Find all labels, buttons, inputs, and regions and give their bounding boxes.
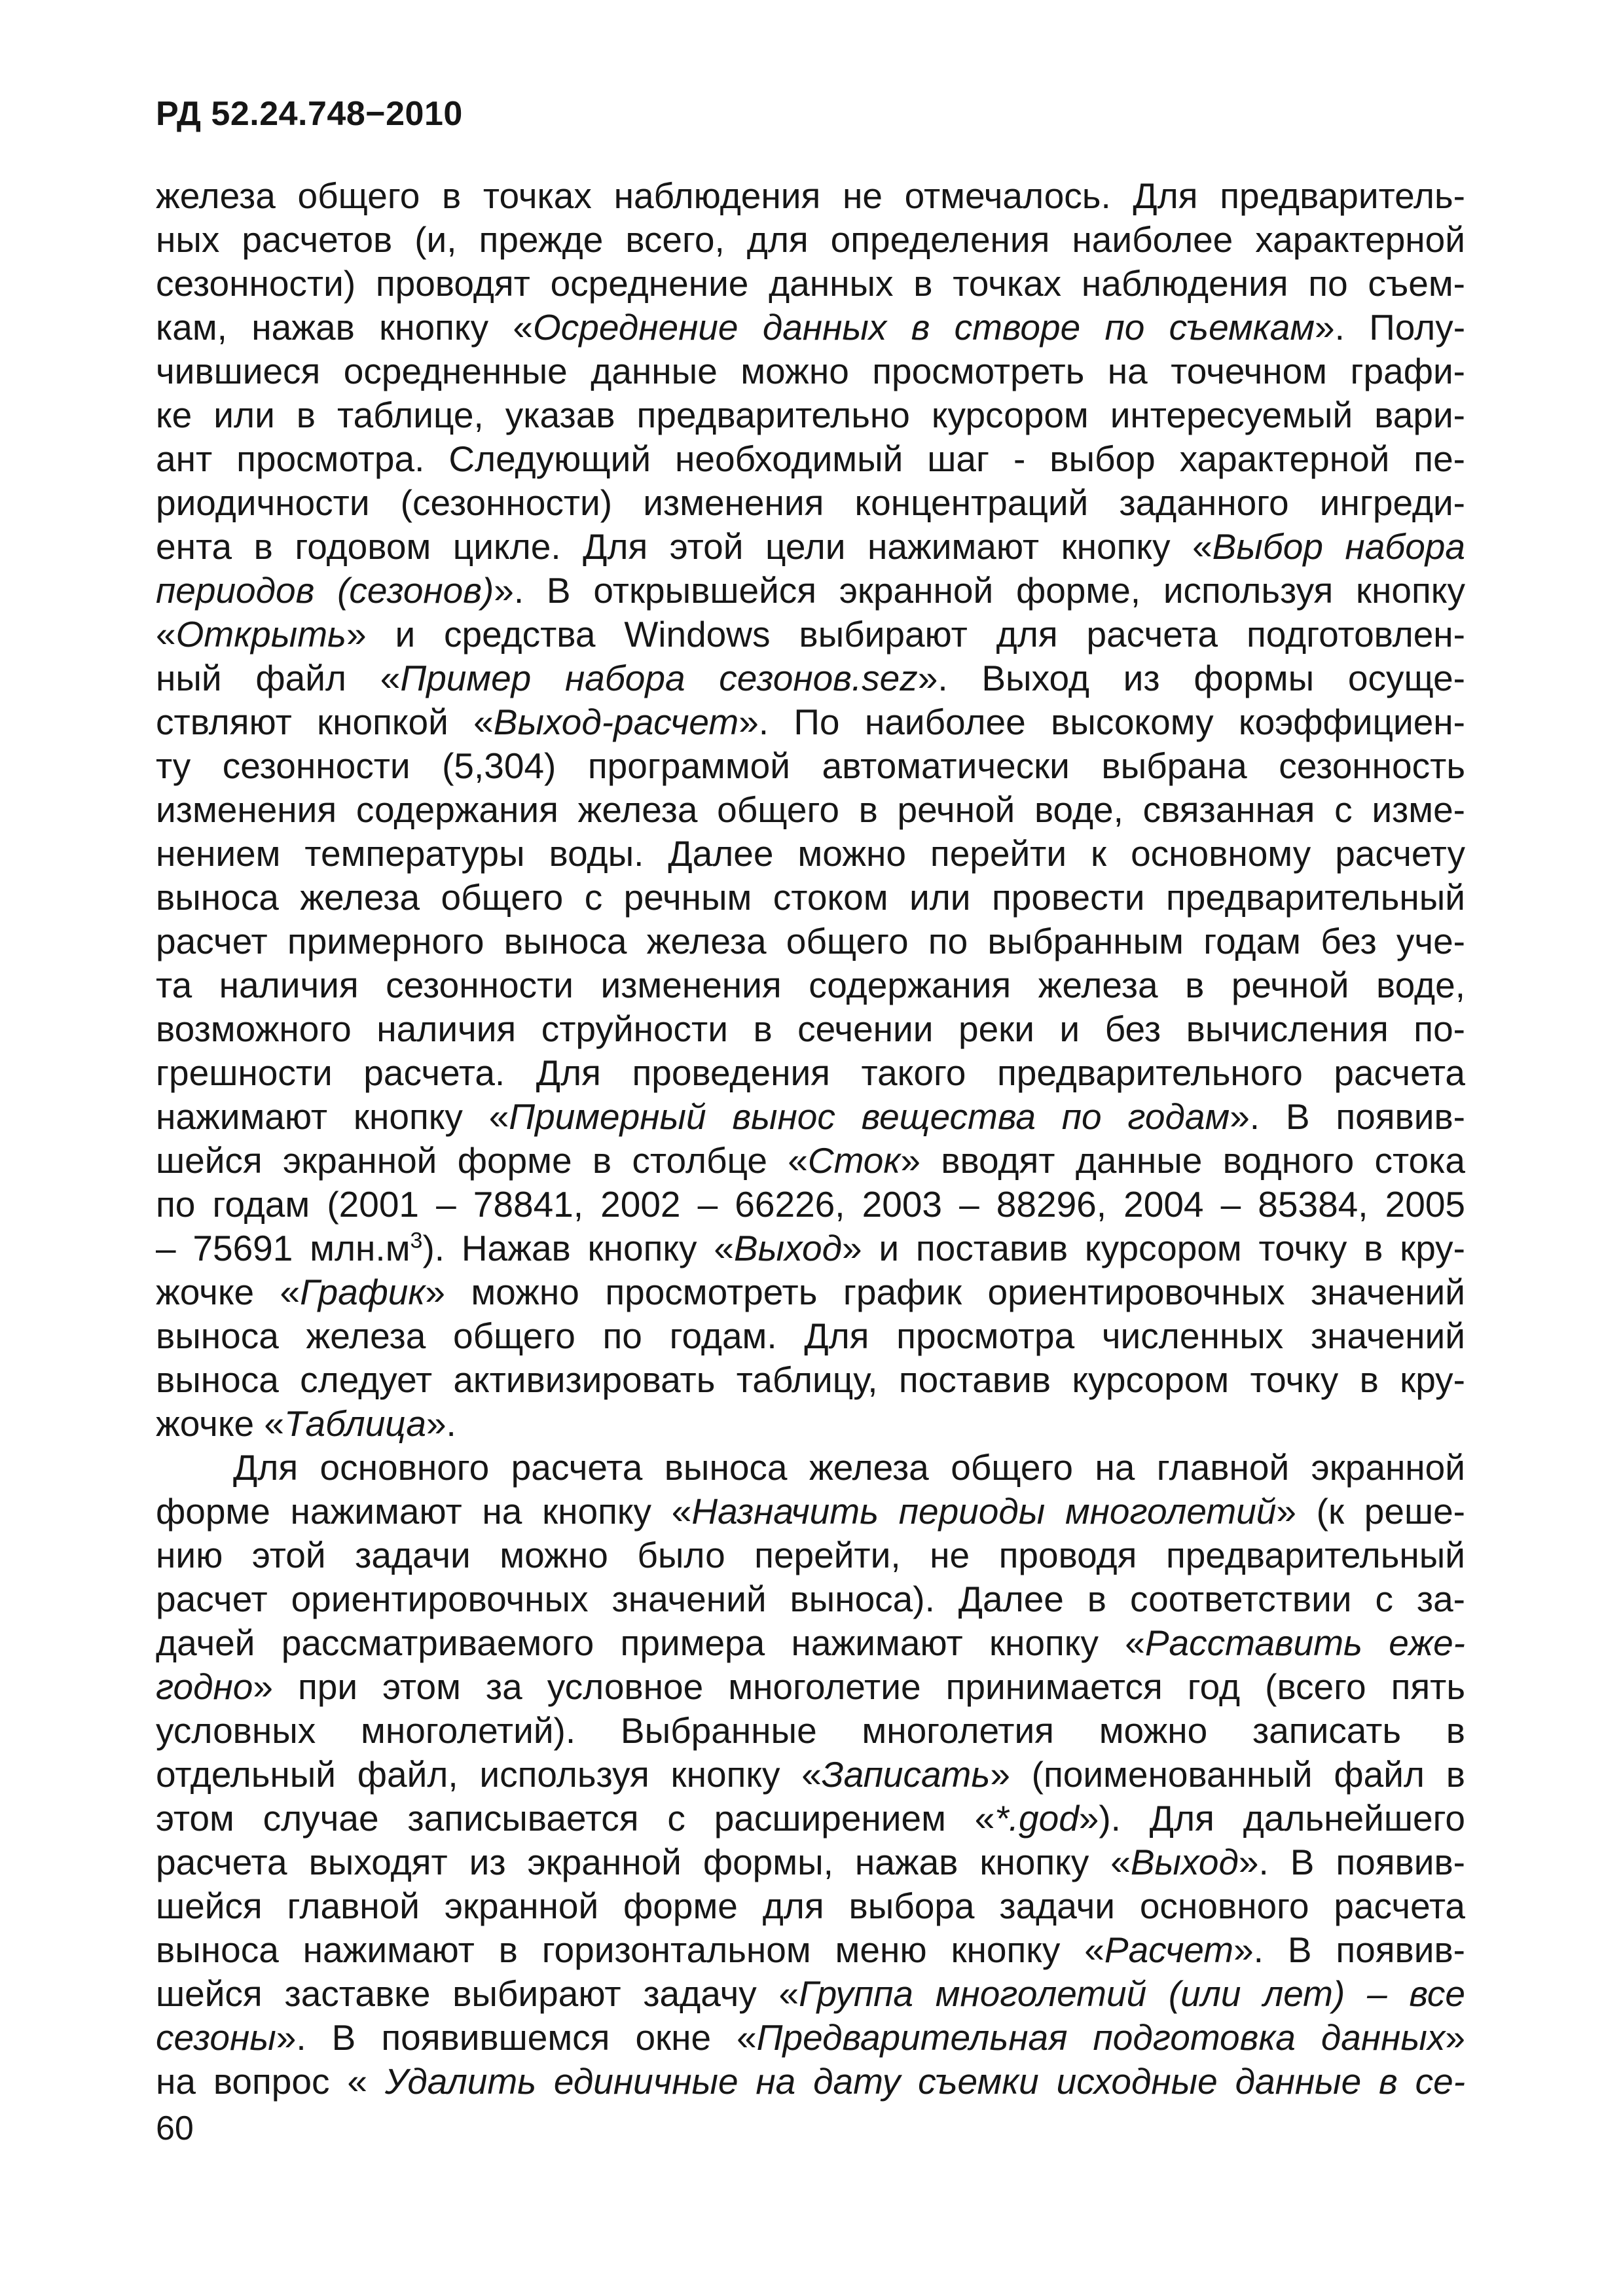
text-run: форме нажимают на кнопку «: [156, 1491, 692, 1532]
text-line: [156, 1665, 1465, 1709]
italic-button-name: Выбор набора: [1212, 526, 1465, 567]
italic-column-name: Сток: [807, 1140, 901, 1181]
text-line: [156, 569, 1465, 613]
text-run: на вопрос «: [156, 2061, 385, 2102]
text-run: жочке «: [156, 1272, 301, 1312]
italic-button-name: Расставить еже-: [1144, 1623, 1465, 1663]
text-line: риодичности (сезонности) изменения концентраций заданного ингреди-: [156, 482, 1465, 523]
text-line: [156, 2060, 1465, 2104]
italic-option-name: График: [300, 1272, 426, 1312]
text-run: шейся экранной форме в столбце «: [156, 1140, 808, 1181]
text-run: отдельный файл, используя кнопку «: [156, 1754, 822, 1795]
text-run: » (к реше-: [1276, 1491, 1465, 1532]
text-line: условных многолетий). Выбранные многолетия можно записать в: [156, 1710, 1465, 1751]
italic-button-name: Выход-расчет: [493, 702, 739, 742]
text-run: » и поставив курсором точку в кру-: [841, 1228, 1466, 1268]
text-line: выноса железа общего по годам. Для просмотра численных значений: [156, 1316, 1465, 1356]
text-run: » при этом за условное многолетие принимается год (всего пять: [253, 1666, 1465, 1707]
text-line: [156, 1928, 1465, 1972]
text-run: » (поименованный файл в: [990, 1754, 1465, 1795]
text-line: сезонности) проводят осреднение данных в точках наблюдения по съем-: [156, 263, 1465, 304]
italic-task-name: Группа многолетий (или лет) – все: [799, 1973, 1465, 2014]
text-line: [156, 1270, 1465, 1314]
italic-button-name: Примерный вынос вещества по годам: [509, 1096, 1230, 1137]
text-line: [156, 613, 1465, 656]
text-line: грешности расчета. Для проведения такого предварительного расчета: [156, 1052, 1465, 1093]
text-line: ных расчетов (и, прежде всего, для определения наиболее характерной: [156, 219, 1465, 260]
text-line: [156, 1095, 1465, 1139]
italic-button-name: Назначить периоды многолетий: [691, 1491, 1277, 1532]
text-line: по годам (2001 – 78841, 2002 – 66226, 2003 – 88296, 2004 – 85384, 2005: [156, 1184, 1465, 1225]
italic-question-text: Удалить единичные на дату съемки исходные данные в се-: [384, 2061, 1466, 2102]
text-line: [156, 306, 1465, 350]
text-run: ). Нажав кнопку «: [422, 1228, 734, 1268]
text-run: ента в годовом цикле. Для этой цели нажимают кнопку «: [156, 526, 1213, 567]
text-line: шейся главной экранной форме для выбора задачи основного расчета: [156, 1886, 1465, 1926]
text-run: кам, нажав кнопку «: [156, 307, 533, 348]
text-run: ». В появив-: [1233, 1929, 1465, 1970]
text-run: жочке «: [156, 1403, 284, 1444]
text-run: ». В открывшейся экранной форме, используя кнопку: [494, 570, 1465, 611]
text-run: » вводят данные водного стока: [900, 1140, 1466, 1181]
text-run: ствляют кнопкой «: [156, 702, 494, 742]
text-run: ». В появив-: [1238, 1842, 1465, 1882]
italic-option-name: Таблица: [283, 1403, 426, 1444]
text-line: [156, 1753, 1465, 1797]
text-run: ». В появившемся окне «: [276, 2017, 757, 2058]
superscript: 3: [410, 1228, 423, 1253]
text-run: ». Полу-: [1315, 307, 1466, 348]
text-line: та наличия сезонности изменения содержания железа в речной воде,: [156, 965, 1465, 1005]
text-line: [156, 525, 1465, 569]
italic-file-name: Пример набора сезонов.sez: [400, 658, 918, 698]
text-line: [156, 1972, 1465, 2016]
italic-button-name: Записать: [821, 1754, 991, 1795]
document-header: РД 52.24.748−2010: [156, 95, 463, 133]
text-run: »: [1445, 2017, 1465, 2058]
text-line: [156, 2016, 1465, 2060]
text-run: шейся заставке выбирают задачу «: [156, 1973, 799, 2014]
italic-button-name: периодов (сезонов): [156, 570, 494, 611]
italic-window-name: Предварительная подготовка данных: [756, 2017, 1446, 2058]
text-line: [156, 1797, 1465, 1840]
text-line: выноса следует активизировать таблицу, поставив курсором точку в кру-: [156, 1359, 1465, 1400]
text-line: нию этой задачи можно было перейти, не проводя предварительный: [156, 1535, 1465, 1575]
text-line: [156, 1139, 1465, 1183]
text-run: этом случае записывается с расширением «: [156, 1798, 995, 1839]
italic-button-name: Выход: [733, 1228, 842, 1268]
page-number: 60: [156, 2109, 194, 2147]
text-line: [156, 700, 1465, 744]
text-line: [156, 1402, 1465, 1446]
text-line: Для основного расчета выноса железа общего на главной экранной: [233, 1447, 1465, 1488]
italic-button-name: Осреднение данных в створе по съемкам: [532, 307, 1315, 348]
text-line: расчет ориентировочных значений выноса). Далее в соответствии с за-: [156, 1579, 1465, 1619]
text-line: возможного наличия струйности в сечении реки и без вычисления по-: [156, 1009, 1465, 1049]
text-line: ант просмотра. Следующий необходимый шаг - выбор характерной пе-: [156, 439, 1465, 479]
text-run: » можно просмотреть график ориентировочных значений: [425, 1272, 1466, 1312]
text-run: дачей рассматриваемого примера нажимают кнопку «: [156, 1623, 1145, 1663]
italic-button-name: Выход: [1130, 1842, 1239, 1882]
text-line: [156, 1840, 1465, 1884]
text-line: чившиеся осредненные данные можно просмотреть на точечном графи-: [156, 351, 1465, 391]
text-run: ». В появив-: [1230, 1096, 1465, 1137]
text-line: [156, 1490, 1465, 1534]
text-line: [156, 1227, 1465, 1270]
text-run: – 75691 млн.м: [156, 1228, 410, 1268]
italic-button-name: годно: [156, 1666, 253, 1707]
text-run: «: [156, 614, 176, 655]
text-line: ке или в таблице, указав предварительно курсором интересуемый вари-: [156, 395, 1465, 435]
text-run: выноса нажимают в горизонтальном меню кнопку «: [156, 1929, 1104, 1970]
text-line: [156, 1621, 1465, 1665]
text-line: расчет примерного выноса железа общего по выбранным годам без уче-: [156, 921, 1465, 961]
text-run: ». По наиболее высокому коэффициен-: [739, 702, 1465, 742]
text-line: изменения содержания железа общего в речной воде, связанная с изме-: [156, 789, 1465, 830]
text-run: »). Для дальнейшего: [1078, 1798, 1466, 1839]
text-run: нажимают кнопку «: [156, 1096, 509, 1137]
text-line: железа общего в точках наблюдения не отмечалось. Для предваритель-: [156, 175, 1465, 216]
text-run: ».: [426, 1403, 456, 1444]
text-run: » и средства Windows выбирают для расчета подготовлен-: [346, 614, 1465, 655]
text-run: ». Выход из формы осуще-: [917, 658, 1465, 698]
italic-task-name: сезоны: [156, 2017, 276, 2058]
italic-file-extension: *.god: [994, 1798, 1079, 1839]
text-run: расчета выходят из экранной формы, нажав кнопку «: [156, 1842, 1131, 1882]
text-line: ту сезонности (5,304) программой автоматически выбрана сезонность: [156, 745, 1465, 786]
text-line: [156, 656, 1465, 700]
italic-button-name: Открыть: [175, 614, 346, 655]
text-run: ный файл «: [156, 658, 401, 698]
text-line: нением температуры воды. Далее можно перейти к основному расчету: [156, 833, 1465, 874]
text-line: выноса железа общего с речным стоком или провести предварительный: [156, 877, 1465, 918]
italic-menu-name: Расчет: [1104, 1929, 1234, 1970]
body-text: [156, 174, 1465, 2104]
